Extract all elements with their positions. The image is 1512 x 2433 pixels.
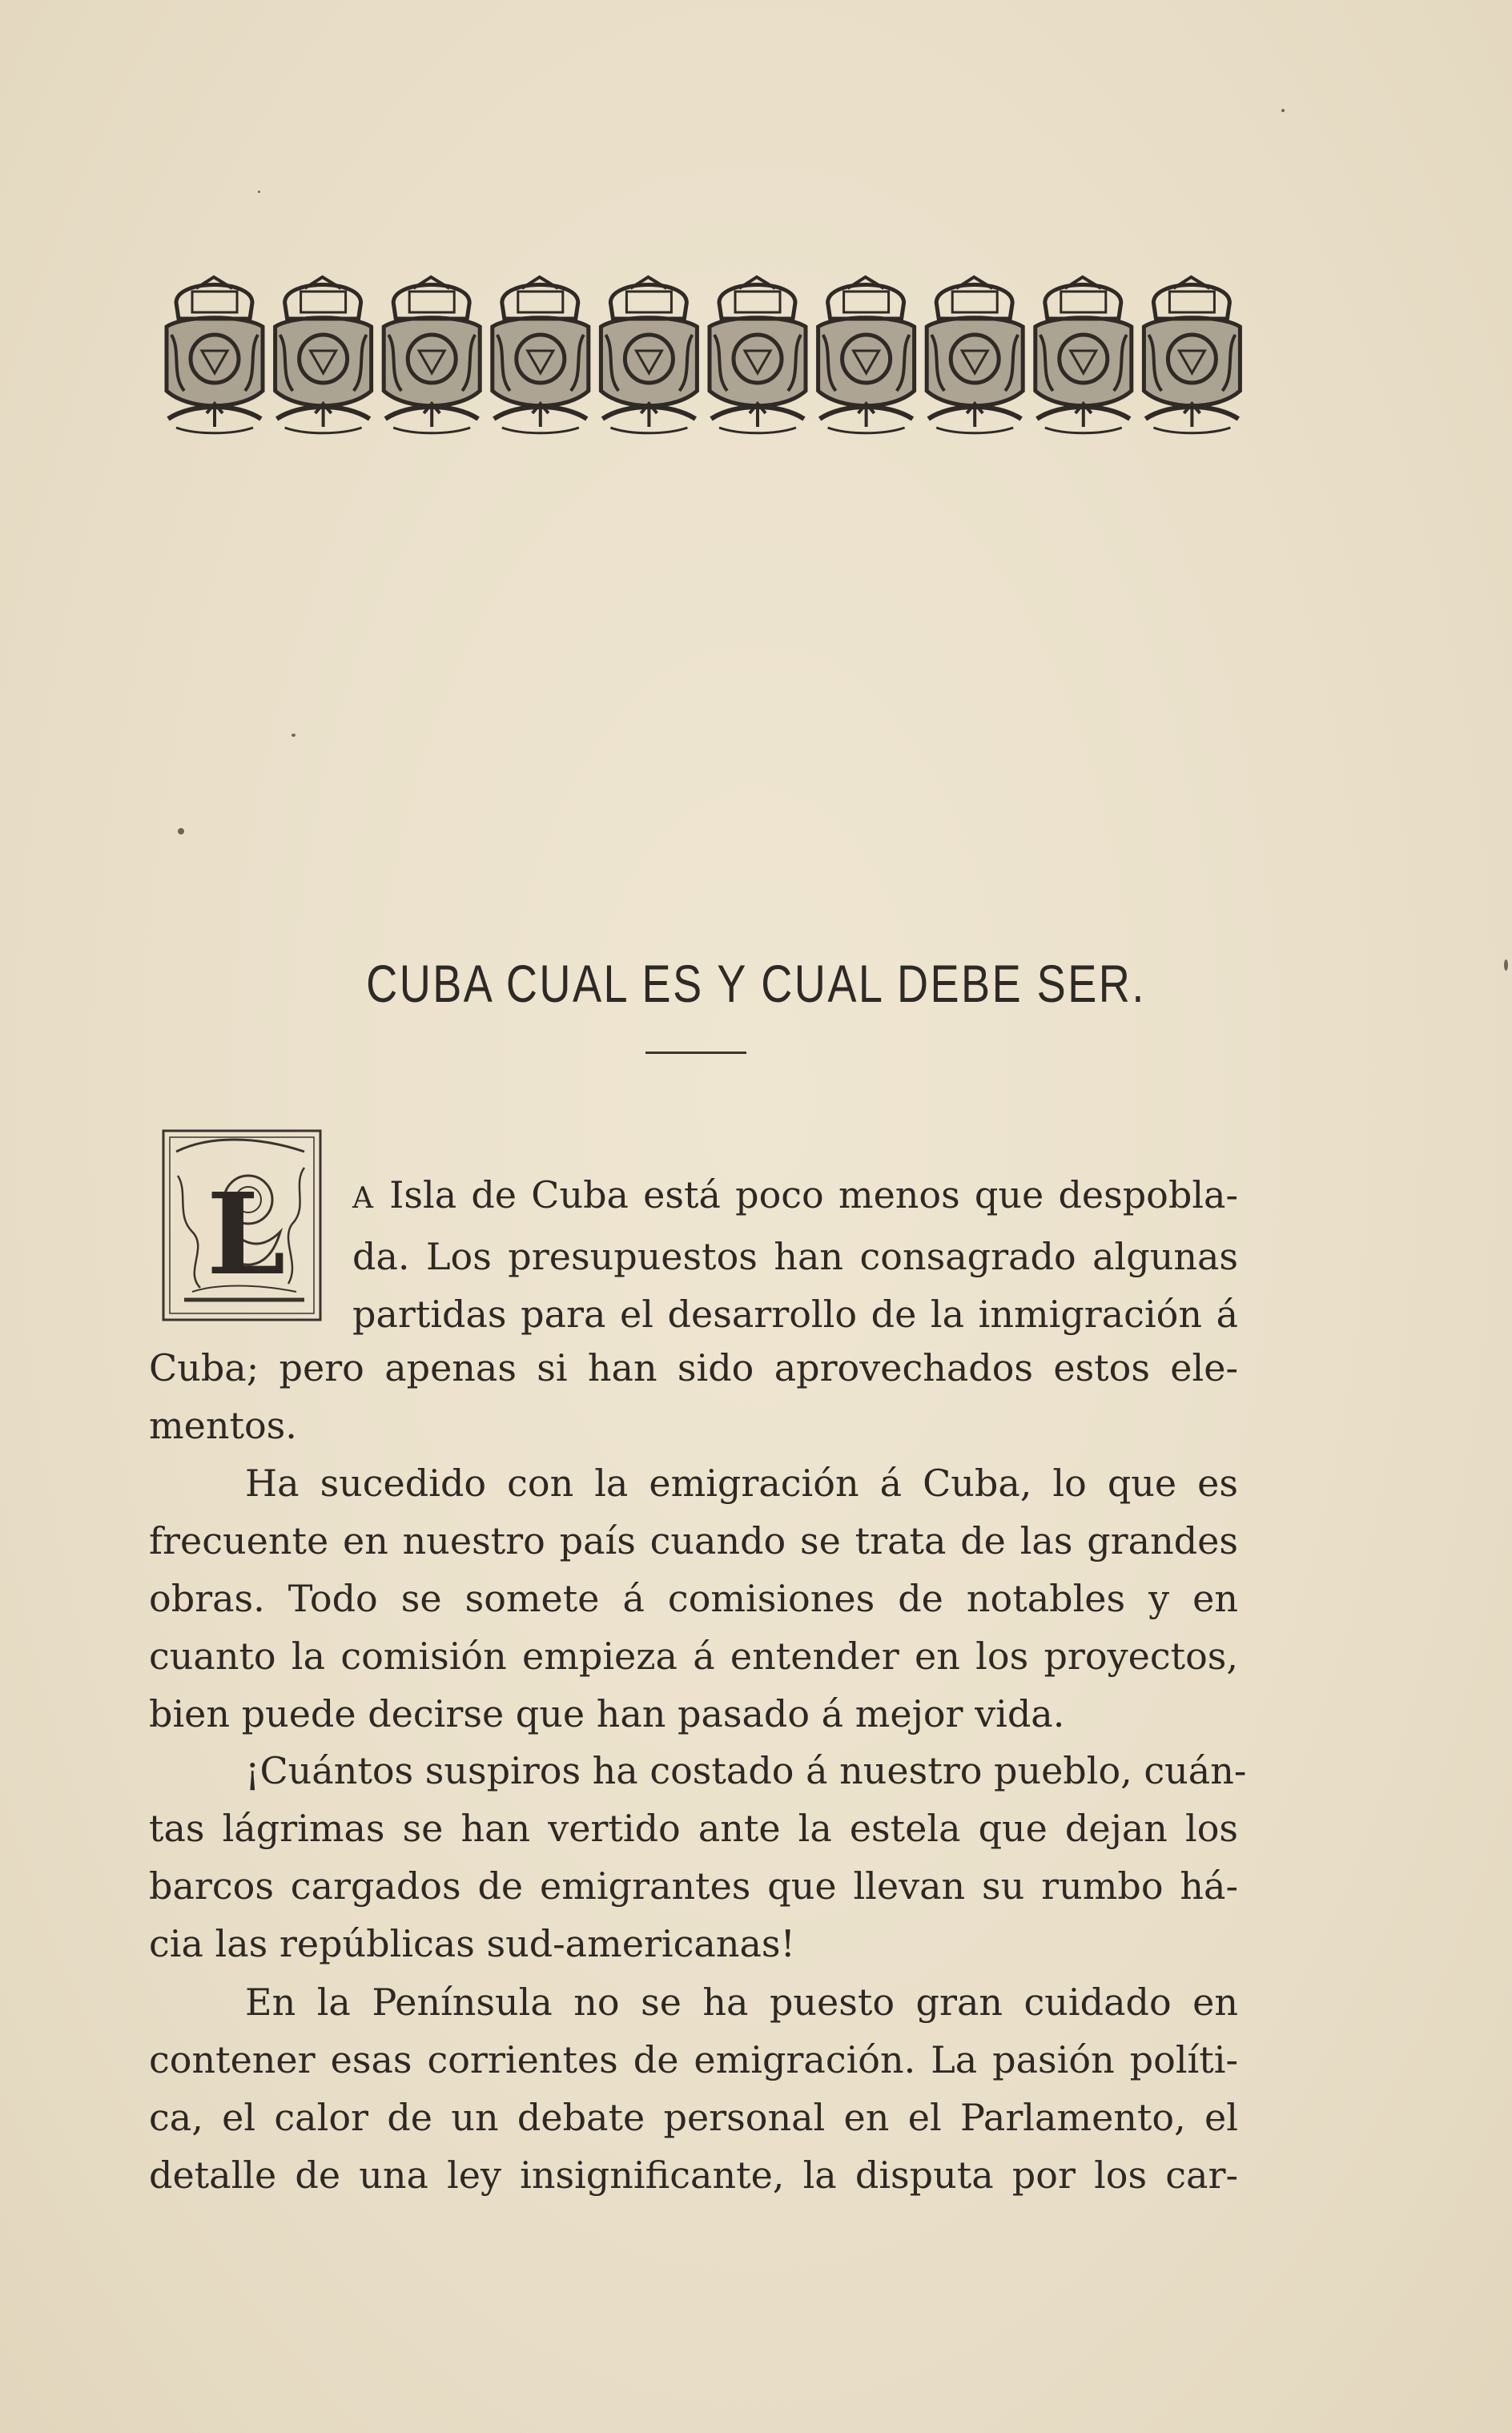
text-line: A Isla de Cuba está poco menos que despobla- [352,1173,1238,1216]
paper-speck [292,734,296,737]
text-line: ca, el calor de un debate personal en el Parlamento, el [149,2096,1238,2139]
ornamental-header-band [160,271,1246,439]
text-line: Cuba; pero apenas si han sido aprovechados estos ele- [149,1346,1238,1389]
chapter-title: CUBA CUAL ES Y CUAL DEBE SER. [366,954,1146,1013]
ornament-cartouche [1035,277,1132,433]
ornament-cartouche [927,277,1023,433]
text-line: cia las repúblicas sud-americanas! [149,1922,795,1965]
text-line: frecuente en nuestro país cuando se trata de las grandes [149,1519,1238,1562]
text-line: ¡Cuántos suspiros ha costado á nuestro pueblo, cuán- [245,1749,1247,1792]
paragraph-4 [149,1973,1238,2204]
ornament-cartouche [1144,277,1240,433]
ornament-cartouche [167,277,263,433]
ornament-cartouche [493,277,589,433]
text-line: detalle de una ley insignificante, la disputa por los car- [149,2154,1238,2197]
paragraph-1-beside-cap [352,1166,1238,1343]
text-line: cuanto la comisión empieza á entender en los proyectos, [149,1635,1238,1678]
paragraph-2 [149,1454,1238,1743]
drop-cap-letter: L [207,1169,286,1301]
paragraph-3 [149,1742,1247,1973]
text-line: bien puede decirse que han pasado á mejor vida. [149,1692,1065,1735]
ornament-cartouche [710,277,806,433]
paper-speck [1504,959,1508,971]
text-line: da. Los presupuestos han consagrado algunas [352,1235,1238,1278]
text-line: mentos. [149,1404,297,1447]
paper-speck [258,191,260,193]
paragraph-1-continued [149,1339,1238,1454]
text-line: Ha sucedido con la emigración á Cuba, lo que es [245,1462,1238,1505]
title-rule [645,1052,746,1054]
text-line: obras. Todo se somete á comisiones de notables y en [149,1577,1238,1620]
paper-speck [178,828,184,834]
ornament-cartouche [818,277,915,433]
ornament-cartouche [601,277,697,433]
paper-speck [1281,109,1285,112]
decorative-drop-cap [160,1128,324,1323]
text-line: contener esas corrientes de emigración. La pasión políti- [149,2038,1238,2081]
ornament-cartouche [384,277,480,433]
text-line: barcos cargados de emigrantes que llevan su rumbo há- [149,1864,1238,1908]
ornament-cartouche [275,277,372,433]
text-line: tas lágrimas se han vertido ante la estela que dejan los [149,1807,1238,1850]
text-line: partidas para el desarrollo de la inmigración á [352,1293,1238,1336]
text-line: En la Península no se ha puesto gran cuidado en [245,1981,1238,2024]
